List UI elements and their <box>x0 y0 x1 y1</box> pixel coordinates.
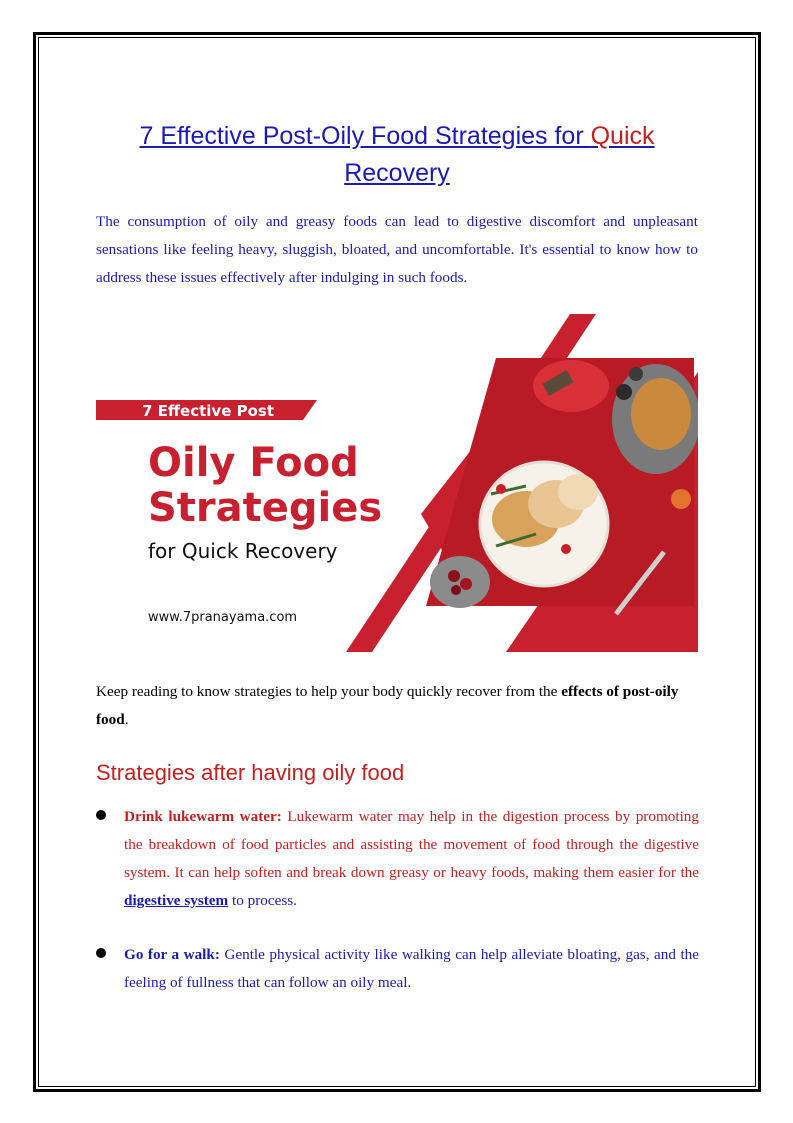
reading-end: . <box>124 711 129 728</box>
article-title[interactable] <box>96 118 698 192</box>
bullet-icon <box>96 948 106 958</box>
banner-url: www.7pranayama.com <box>148 610 298 625</box>
cranberry-3 <box>451 585 461 595</box>
cranberry-1 <box>448 570 460 582</box>
list-item <box>124 803 699 915</box>
cranberry-bowl <box>430 556 490 608</box>
reading-text: Keep reading to know strategies to help your body quickly recover from the <box>96 683 562 700</box>
list-item-text-end: to process. <box>228 892 297 909</box>
banner-headline-1: Oily Food <box>148 440 359 486</box>
digestive-system-link[interactable]: digestive system <box>124 892 229 909</box>
list-item <box>124 941 699 997</box>
title-part-1: 7 Effective Post-Oily Food Strategies for <box>139 122 591 150</box>
list-item-text: Lukewarm water may help in the digestion process by promoting the breakdown of food particles and assisting the movement of food through the digestive system. It can help soften and break down greasy or heavy foods, making them easier for the <box>124 808 699 881</box>
tomato-1 <box>496 484 506 494</box>
olive-1 <box>616 384 632 400</box>
banner-subhead: for Quick Recovery <box>148 539 338 563</box>
section-heading: Strategies after having oily food <box>96 760 405 785</box>
roast-chicken <box>631 378 691 450</box>
bullet-icon <box>96 810 106 820</box>
roast-slice-3 <box>558 474 598 510</box>
orange-slice <box>671 489 691 509</box>
list-item-text: Gentle physical activity like walking can help alleviate bloating, gas, and the feeling of fullness that can follow an oily meal. <box>124 946 699 991</box>
reading-bold: effects of post-oily food <box>96 683 679 728</box>
intro-paragraph: The consumption of oily and greasy foods can lead to digestive discomfort and unpleasant sensations like feeling heavy, sluggish, bloated, and uncomfortable. It's essential to know how to address these issues effectively after indulging in such foods. <box>96 213 698 286</box>
tomato-2 <box>561 544 571 554</box>
cranberry-2 <box>460 578 472 590</box>
list-item-lead: Go for a walk: <box>124 946 220 963</box>
list-item-lead: Drink lukewarm water: <box>124 808 282 825</box>
reading-paragraph <box>96 678 698 734</box>
ribbon-text: 7 Effective Post <box>141 402 275 420</box>
banner-image <box>96 314 698 652</box>
title-part-3: Recovery <box>344 159 450 187</box>
banner-headline-2: Strategies <box>148 485 383 531</box>
olive-2 <box>629 367 643 381</box>
title-part-2: Quick <box>590 122 655 150</box>
